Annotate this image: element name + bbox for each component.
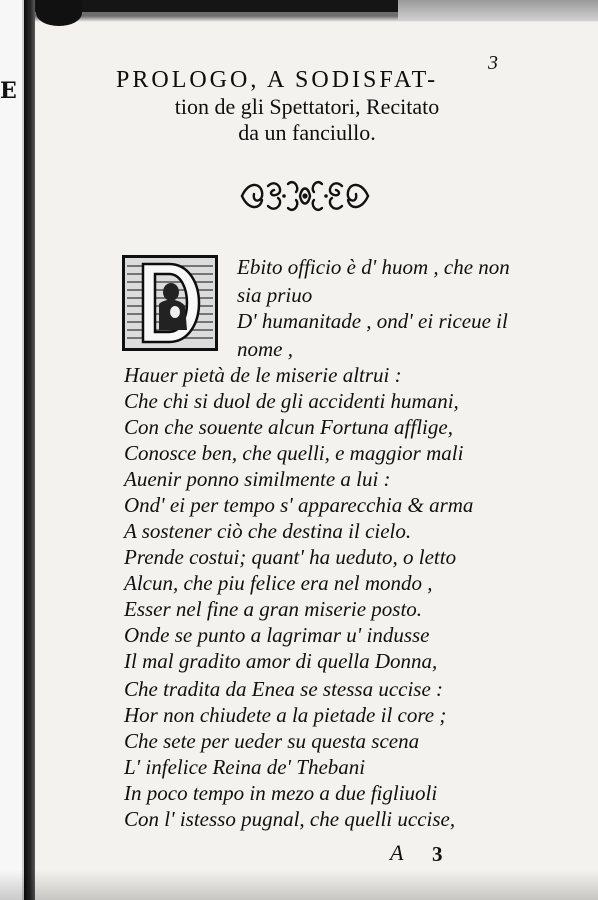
scan-top-gray-area [398, 0, 598, 20]
scan-top-edge [0, 0, 598, 22]
facing-page-letter: E [0, 78, 17, 104]
signature-mark: 3 [432, 842, 443, 866]
verse-line: Che sete per ueder su questa scena [124, 729, 420, 753]
scan-bottom-shadow [0, 870, 598, 900]
heading-line-2: tion de gli Spettatori, Recitato [174, 94, 440, 119]
verse-line: Esser nel fine a gran miserie posto. [124, 597, 423, 621]
woodcut-initial-image [125, 258, 215, 348]
heading-line-1: PROLOGO, A SODISFAT- [116, 67, 439, 93]
verse-line: D' humanitade , ond' ei riceue il [237, 309, 508, 333]
book-gutter-shadow [24, 0, 35, 900]
verse-line: Hor non chiudete a la pietade il core ; [124, 703, 447, 727]
verse-line: A sostener ciò che destina il cielo. [124, 519, 412, 543]
heading-line-3: da un fanciullo. [238, 120, 376, 145]
prologue-heading [100, 66, 514, 146]
verse-line: Che chi si duol de gli accidenti humani, [124, 389, 459, 413]
verse-line: Con l' istesso pugnal, che quelli uccise, [124, 807, 456, 831]
verse-line: Ond' ei per tempo s' apparecchia & arma [124, 493, 474, 517]
verse-line: Conosce ben, che quelli, e maggior mali [124, 441, 464, 465]
page-number: 3 [488, 52, 498, 74]
verse-line: L' infelice Reina de' Thebani [124, 755, 366, 779]
verse-line: Alcun, che piu felice era nel mondo , [124, 571, 433, 595]
scan-clip-shadow [36, 0, 82, 26]
verse-line: Il mal gradito amor di quella Donna, [124, 649, 438, 673]
verse-line: Onde se punto a lagrimar u' indusse [124, 623, 430, 647]
verse-line: Hauer pietà de le miserie altrui : [124, 363, 402, 387]
decorated-initial [122, 255, 218, 351]
verse-line: Ebito officio è d' huom , che non [237, 255, 510, 279]
facing-page-edge [0, 0, 24, 900]
catchword: A [390, 840, 404, 865]
verse-line: sia priuo [237, 283, 313, 307]
verse-line: Con che souente alcun Fortuna afflige, [124, 415, 453, 439]
printers-ornament [238, 174, 372, 218]
verse-line: Che tradita da Enea se stessa uccise : [124, 677, 444, 701]
verse-line: Auenir ponno similmente a lui : [124, 467, 391, 491]
verse-line: Prende costui; quant' ha ueduto, o letto [124, 545, 457, 569]
verse-line: In poco tempo in mezo a due figliuoli [124, 781, 438, 805]
verse-line: nome , [237, 337, 293, 361]
